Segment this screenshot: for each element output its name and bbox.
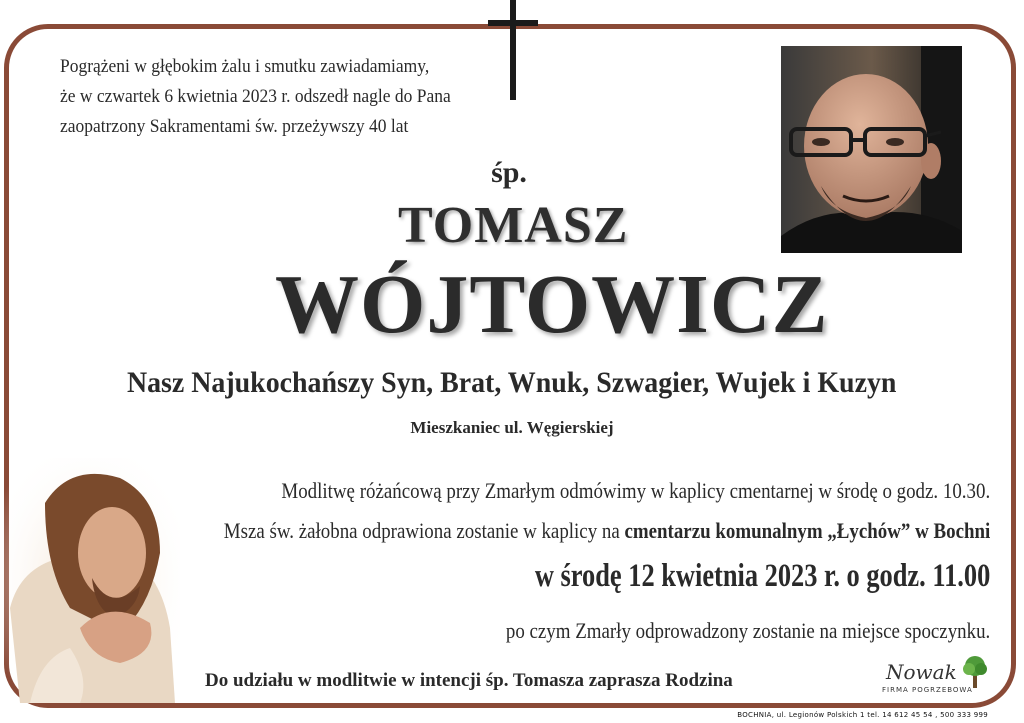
relation-line: Nasz Najukochańszy Syn, Brat, Wnuk, Szwagier, Wujek i Kuzyn [127,366,897,399]
intro-line-2: że w czwartek 6 kwietnia 2023 r. odszedł nagle do Pana [60,86,451,107]
logo-firm-label: FIRMA POGRZEBOWA [882,686,973,694]
rosary-info: Modlitwę różańcową przy Zmarłym odmówimy w kaplicy cmentarnej w środę o godz. 10.30. [281,478,990,503]
invitation: Do udziału w modlitwie w intencji śp. Tomasza zaprasza Rodzina [205,670,733,691]
intro-text [60,52,451,142]
mass-info [223,518,990,544]
cross-icon [488,0,538,100]
intro-line-1: Pogrążeni w głębokim żalu i smutku zawiadamiamy, [60,56,430,77]
portrait-photo [781,46,962,253]
mass-info-pre: Msza św. żałobna odprawiona zostanie w kaplicy na [223,518,625,543]
resident-line: Mieszkaniec ul. Węgierskiej [410,418,614,437]
footer-contact: BOCHNIA, ul. Legionów Polskich 1 tel. 14 612 45 54 , 500 333 999 [737,711,988,719]
last-name: WÓJTOWICZ [275,258,829,351]
after-info: po czym Zmarły odprowadzony zostanie na miejsce spoczynku. [505,618,990,643]
first-name: TOMASZ [398,197,629,254]
funeral-home-logo [878,660,990,700]
intro-line-3: zaopatrzony Sakramentami św. przeżywszy 40 lat [60,116,409,137]
mass-info-place: cmentarzu komunalnym „Łychów” w Bochni [624,518,990,543]
tree-icon [960,654,990,688]
funeral-date: w środę 12 kwietnia 2023 r. o godz. 11.00 [534,558,990,594]
logo-script-name: Nowak [886,660,957,684]
praying-figure-image [0,458,180,703]
honorific: śp. [491,156,527,189]
